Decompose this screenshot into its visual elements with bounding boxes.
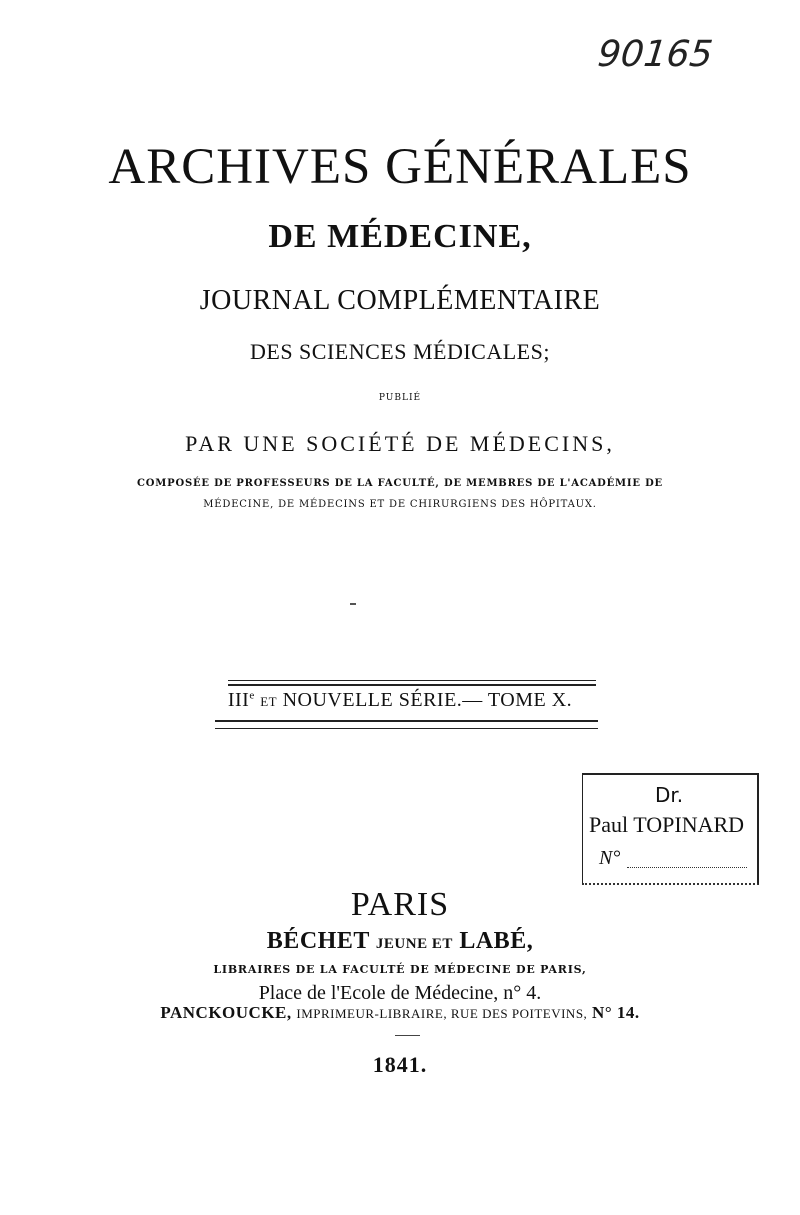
imprint-address: Place de l'Ecole de Médecine, n° 4. [258, 982, 542, 1004]
publie-label: PUBLIÉ [378, 393, 422, 403]
publisher-name-a: BÉCHET [266, 928, 370, 954]
composition-line-1: COMPOSÉE DE PROFESSEURS DE LA FACULTÉ, DE MEMBRES DE L'ACADÉMIE DE [137, 478, 663, 489]
handwritten-call-number: 90165 [595, 34, 715, 75]
imprint-printer [0, 1003, 800, 1023]
imprint-year: 1841. [372, 1052, 428, 1077]
year-rule [395, 1035, 420, 1036]
series-rule-bottom-2 [215, 728, 598, 729]
imprint-publisher [0, 928, 800, 955]
stamp-number-line [627, 867, 747, 868]
journal-description-2: DES SCIENCES MÉDICALES; [250, 339, 550, 364]
imprint-city: PARIS [350, 886, 450, 923]
journal-subtitle: DE MÉDECINE, [268, 218, 532, 255]
series-rule-top-2 [228, 684, 596, 686]
publisher-name-c: LABÉ, [459, 928, 534, 954]
composition-line-2: MÉDECINE, DE MÉDECINS ET DE CHIRURGIENS DES HÔPITAUX. [203, 499, 597, 510]
society-line: PAR UNE SOCIÉTÉ DE MÉDECINS, [185, 431, 615, 456]
printer-name: PANCKOUCKE, [160, 1003, 292, 1022]
stamp-title: Dr. [655, 783, 684, 807]
small-dash [350, 603, 356, 605]
journal-description: JOURNAL COMPLÉMENTAIRE [199, 285, 601, 316]
series-number: III [227, 689, 250, 711]
series-rest: NOUVELLE SÉRIE.— TOME X. [282, 689, 573, 711]
imprint-role: LIBRAIRES DE LA FACULTÉ DE MÉDECINE DE PARIS, [213, 963, 587, 976]
stamp-name: Paul TOPINARD [589, 812, 745, 837]
series-number-sup: e [249, 689, 255, 702]
series-rule-bottom [215, 720, 598, 722]
series-rule-top [228, 680, 596, 681]
series-et: ET [260, 694, 278, 709]
journal-title: ARCHIVES GÉNÉRALES [108, 139, 692, 195]
printer-number: N° 14. [592, 1003, 640, 1022]
publisher-name-b: JEUNE ET [375, 936, 453, 952]
stamp-number-label: N° [599, 847, 621, 869]
series-line [0, 689, 800, 712]
ownership-stamp [582, 773, 759, 885]
printer-role: IMPRIMEUR-LIBRAIRE, RUE DES POITEVINS, [296, 1006, 588, 1021]
